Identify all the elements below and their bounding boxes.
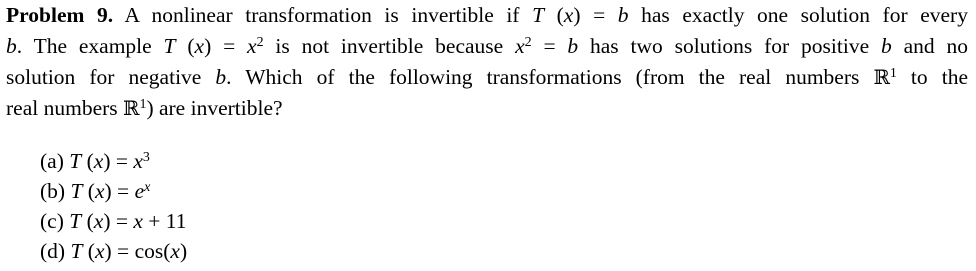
text: (: [82, 179, 95, 203]
text: ): [179, 239, 188, 263]
math-var: x: [194, 34, 205, 58]
option-b: [40, 176, 187, 206]
option-label: (b): [40, 179, 71, 203]
exponent: 2: [524, 35, 532, 51]
text: ) =: [103, 209, 134, 233]
text: has exactly one solution for every: [628, 3, 968, 27]
text: has two solutions for positive: [578, 34, 881, 58]
math-var: x: [93, 149, 104, 173]
text: (: [82, 239, 95, 263]
problem-line-3: [6, 62, 968, 93]
math-var: b: [617, 3, 629, 27]
math-var: x: [94, 239, 105, 263]
problem-label: Problem 9.: [6, 3, 114, 27]
math-var: T: [70, 239, 83, 263]
text: ) =: [204, 34, 248, 58]
math-var: x: [170, 239, 180, 263]
real-numbers-symbol: ℝ: [123, 97, 140, 120]
problem-line-1: [6, 0, 968, 31]
option-d: [40, 236, 187, 266]
math-var: b: [215, 65, 227, 89]
text: cos(: [134, 239, 171, 263]
exponent: 1: [139, 97, 147, 113]
text: ) =: [573, 3, 618, 27]
math-var: x: [515, 34, 525, 58]
text: . Which of the following transformations (from the real numbers: [226, 65, 874, 89]
text: (: [81, 209, 94, 233]
math-var: x: [133, 149, 143, 173]
text: ) are invertible?: [146, 96, 283, 120]
math-var: x: [133, 209, 143, 233]
math-var: x: [93, 209, 104, 233]
text: ) =: [104, 239, 135, 263]
text: A nonlinear transformation is invertible if: [124, 3, 533, 27]
option-label: (c): [40, 209, 70, 233]
text: ) =: [103, 149, 134, 173]
math-var: b: [567, 34, 579, 58]
option-label: (d): [40, 239, 71, 263]
text: (: [81, 149, 94, 173]
option-label: (a): [40, 149, 70, 173]
option-a: [40, 146, 187, 176]
exponent: x: [144, 180, 151, 196]
text: (: [175, 34, 195, 58]
text: (: [544, 3, 564, 27]
problem-line-2: [6, 31, 968, 62]
math-var: T: [163, 34, 176, 58]
math-var: x: [563, 3, 574, 27]
text: . The example: [16, 34, 164, 58]
math-var: b: [880, 34, 892, 58]
text: and no: [891, 34, 968, 58]
math-var: x: [94, 179, 105, 203]
math-var: x: [247, 34, 257, 58]
math-var: T: [69, 209, 82, 233]
problem-line-4: [6, 93, 972, 124]
text: real numbers: [6, 96, 124, 120]
option-c: [40, 206, 187, 236]
answer-options: [40, 146, 187, 266]
text: to the: [896, 65, 969, 89]
text: + 11: [142, 209, 187, 233]
math-var: b: [6, 34, 17, 58]
text: ) =: [104, 179, 135, 203]
real-numbers-symbol: ℝ: [873, 66, 890, 89]
exponent: 3: [142, 150, 150, 166]
math-var: T: [70, 179, 83, 203]
math-var: T: [69, 149, 82, 173]
math-var: e: [134, 179, 145, 203]
problem-statement: [6, 0, 972, 124]
text: solution for negative: [6, 65, 216, 89]
exponent: 2: [256, 35, 264, 51]
text: =: [531, 34, 568, 58]
exponent: 1: [889, 66, 897, 82]
math-var: T: [532, 3, 545, 27]
text: is not invertible because: [263, 34, 516, 58]
